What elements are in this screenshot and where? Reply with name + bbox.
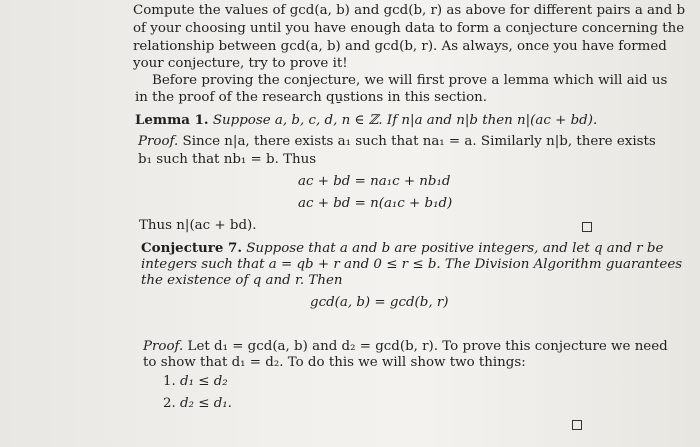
proof-text-1: Let d₁ = gcd(a, b) and d₂ = gcd(b, r). To prove this conjecture we need [187, 339, 668, 354]
conjecture-label: Conjecture 7. [141, 240, 242, 256]
list-item-text: d₂ ≤ d₁. [180, 396, 232, 411]
proof-list-item-2 [163, 396, 232, 412]
lemma-conclusion: Thus n|(ac + bd). [139, 218, 257, 233]
lemma-equation-1: ac + bd = na₁c + nb₁d [298, 174, 451, 189]
intro-line-5: Before proving the conjecture, we will first prove a lemma which will aid us [152, 73, 668, 88]
conjecture-line-1 [141, 240, 663, 257]
proof-list-item-1 [163, 374, 228, 390]
lemma-equation-2: ac + bd = n(a₁c + b₁d) [298, 196, 453, 211]
conjecture-text-1: Suppose that a and b are positive integers, and let q and r be [246, 241, 664, 256]
lemma-proof-text-1: Since n|a, there exists a₁ such that na₁ = a. Similarly n|b, there exists [182, 134, 656, 149]
list-item-text: d₁ ≤ d₂ [180, 374, 228, 389]
qed-box-icon [572, 420, 582, 430]
lemma-statement-line [135, 112, 597, 129]
intro-line-4: your conjecture, try to prove it! [133, 56, 348, 71]
lemma-proof-label: Proof. [138, 134, 179, 149]
conjecture-line-3: the existence of q and r. Then [141, 273, 343, 288]
list-item-number: 1. [163, 374, 176, 389]
proof-label: Proof. [143, 339, 184, 354]
lemma-proof-line-1 [138, 134, 656, 150]
conjecture-equation: gcd(a, b) = gcd(b, r) [310, 295, 449, 310]
intro-line-2: of your choosing until you have enough data to form a conjecture concerning the [133, 21, 685, 36]
conjecture-line-2: integers such that a = qb + r and 0 ≤ r ≤ b. The Division Algorithm guarantees [141, 257, 683, 272]
lemma-statement: Suppose a, b, c, d, n ∈ ℤ. If n|a and n|b then n|(ac + bd). [212, 113, 598, 128]
lemma-proof-line-2: b₁ such that nb₁ = b. Thus [138, 152, 317, 167]
lemma-label: Lemma 1. [135, 112, 209, 128]
proof-line-2: to show that d₁ = d₂. To do this we will show two things: [143, 355, 526, 370]
proof-line-1 [143, 339, 668, 355]
qed-box-icon [582, 222, 592, 232]
intro-line-1: Compute the values of gcd(a, b) and gcd(b, r) as above for different pairs a and b [133, 3, 686, 18]
intro-line-3: relationship between gcd(a, b) and gcd(b, r). As always, once you have formed [133, 39, 667, 54]
intro-line-6: in the proof of the research qu̱stions in this section. [135, 90, 488, 105]
list-item-number: 2. [163, 396, 176, 411]
